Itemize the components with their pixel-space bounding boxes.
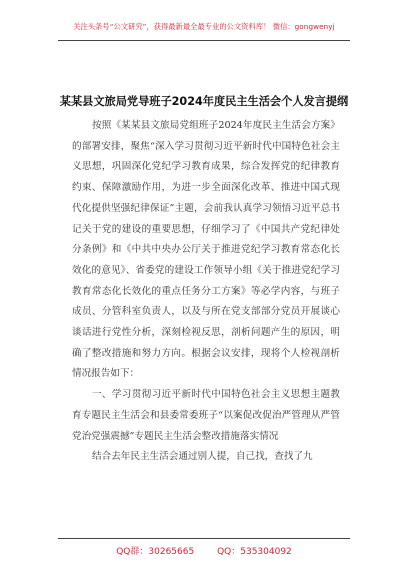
document-body [72, 116, 340, 468]
header-banner: 关注头条号“公文研究”，获得最新最全最专业的公文资料库！ 微信：gongwenyj [73, 22, 335, 31]
paragraph-intro: 按照《某某县文旅局党组班子2024年度民主生活会方案》的部署安排，聚焦“深入学习贯彻习近平新时代中国特色社会主义思想，巩固深化党纪学习教育成果，综合发挥党的纪律教育约束、保障激励作用，为进一步全面深化改革、推进中国式现代化提供坚强纪律保证”主题，会前我认真学习领悟习近平总书记关于党的建设的重要思想，仔细学习了《中国共产党纪律处分条例》和《中共中央办公厅关于推进党纪学习教育常态化长效化的意见》、省委党的建设工作领导小组《关于推进党纪学习教育常态化长效化的重点任务分工方案》等必学内容，与班子成员、分管科室负责人，以及与所在党支部部分党员开展谈心谈话进行党性分析，深刻检视反思，剖析问题产生的原因，明确了整改措施和努力方向。根据会议安排，现将个人检视剖析情况报告如下： [72, 120, 340, 380]
footer-qq: QQ：535304092 [217, 547, 292, 557]
footer-divider [58, 538, 350, 539]
footer-contact [0, 544, 408, 557]
header-divider [58, 40, 350, 41]
document-title: 某某县文旅局党导班子2024年度民主生活会个人发言提纲 [59, 95, 349, 108]
footer-qq-group: QQ群：30265665 [116, 547, 195, 557]
paragraph-continuation: 结合去年民主生活会通过别人提，自己找，查找了九 [92, 451, 313, 463]
paragraph-section-heading: 一、学习贯彻习近平新时代中国特色社会主义思想主题教育专题民主生活会和县委常委班子“以案促改促治严管理从严管党治党强震撼”专题民主生活会整改措施落实情况 [72, 389, 340, 442]
